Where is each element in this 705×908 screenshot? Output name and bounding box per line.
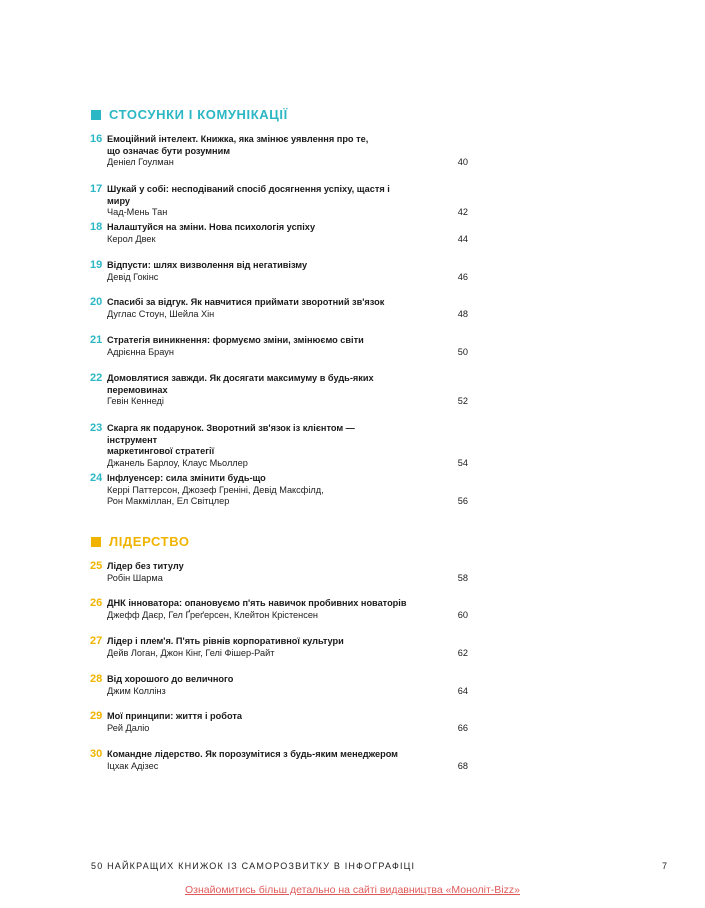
footer-book-title: 50 НАЙКРАЩИХ КНИЖОК ІЗ САМОРОЗВИТКУ В ІНФОГРАФІЦІ [91,861,416,871]
entry-page: 60 [457,609,468,620]
entry-page: 48 [457,308,468,319]
entry-number: 28 [90,673,103,685]
entry-number: 20 [90,296,103,308]
toc-entry[interactable] [90,373,470,408]
entry-page: 68 [457,760,468,771]
toc-entry[interactable] [90,222,470,245]
entry-number: 23 [90,422,103,434]
toc-entry[interactable] [90,297,470,320]
entry-page: 64 [457,685,468,696]
entry-number: 29 [90,710,103,722]
entry-authors: Деніел Гоулман [107,157,174,167]
entry-title: Командне лідерство. Як порозумітися з будь-яким менеджером [107,749,398,759]
entry-title: Інфлуенсер: сила змінити будь-що [107,473,266,483]
toc-entry[interactable] [90,674,470,697]
entry-title: Налаштуйся на зміни. Нова психологія успіху [107,222,316,232]
entry-title: Домовлятися завжди. Як досягати максимуму в будь-яких перемовинах [107,373,374,395]
toc-entry[interactable] [90,636,470,659]
entry-title: Скарга як подарунок. Зворотний зв'язок із клієнтом — інструмент маркетингової стратегії [107,423,355,456]
entry-page: 42 [457,207,468,217]
entry-title: Мої принципи: життя і робота [107,711,242,721]
entry-page: 52 [457,396,468,406]
entry-authors: Гевін Кеннеді [107,396,164,406]
entry-title: Емоційний інтелект. Книжка, яка змінює уявлення про те, що означає бути розумним [107,134,369,156]
entry-number: 17 [90,183,103,195]
entry-page: 58 [457,572,468,583]
entry-authors: Дуглас Стоун, Шейла Хін [107,308,215,319]
entry-page: 54 [457,457,468,468]
entry-page: 56 [457,496,468,506]
teal-square-icon [91,110,101,120]
entry-authors: Дейв Логан, Джон Кінг, Гелі Фішер-Райт [107,647,275,658]
entry-title: Лідер без титулу [107,561,184,571]
entry-authors: Джефф Даєр, Гел Ґреґерсен, Клейтон Крістенсен [107,609,319,620]
toc-entry[interactable] [90,711,470,734]
entry-title: Відпусти: шлях визволення від негативізму [107,260,308,270]
section-header-leadership [91,534,190,549]
entry-authors: Девід Гокінс [107,271,159,282]
entry-authors: Керрі Паттерсон, Джозеф Греніні, Девід Максфілд, Рон Макміллан, Ел Світцлер [107,484,324,506]
entry-authors: Джанель Барлоу, Клаус Мьоллер [107,457,248,468]
publisher-promo-link[interactable]: Ознайомитись більш детально на сайті видавництва «Моноліт-Bizz» [185,884,520,896]
entry-authors: Джим Коллінз [107,685,166,696]
entry-page: 44 [457,233,468,244]
entry-title: Стратегія виникнення: формуємо зміни, змінюємо світи [107,335,364,345]
entry-page: 50 [457,346,468,357]
entry-number: 26 [90,597,103,609]
toc-entry[interactable] [90,749,470,772]
entry-number: 16 [90,133,103,145]
entry-title: Лідер і плем'я. П'ять рівнів корпоративної культури [107,636,344,646]
section-title: СТОСУНКИ І КОМУНІКАЦІЇ [109,107,288,122]
entry-number: 25 [90,560,103,572]
section-header-relationships [91,107,288,122]
entry-number: 18 [90,221,103,233]
entry-page: 46 [457,271,468,282]
entry-number: 19 [90,259,103,271]
entry-title: Спасибі за відгук. Як навчитися приймати зворотний зв'язок [107,297,385,307]
entry-page: 40 [457,157,468,167]
toc-entry[interactable] [90,184,470,219]
entry-authors: Рей Даліо [107,722,150,733]
entry-title: ДНК інноватора: опановуємо п'ять навичок пробивних новаторів [107,598,407,608]
toc-entry[interactable] [90,561,470,584]
entry-number: 24 [90,472,103,484]
entry-page: 62 [457,647,468,658]
entry-number: 22 [90,372,103,384]
entry-title: Від хорошого до величного [107,674,234,684]
entry-page: 66 [457,722,468,733]
entry-number: 27 [90,635,103,647]
entry-title: Шукай у собі: несподіваний спосіб досягнення успіху, щастя і миру [107,184,390,206]
section-title: ЛІДЕРСТВО [109,534,190,549]
toc-entry[interactable] [90,473,470,508]
footer-page-number: 7 [662,861,668,871]
entry-authors: Робін Шарма [107,572,163,583]
entry-authors: Іцхак Адізес [107,760,159,771]
toc-entry[interactable] [90,598,470,621]
toc-entry[interactable] [90,260,470,283]
yellow-square-icon [91,537,101,547]
entry-authors: Чад-Мень Тан [107,207,168,217]
entry-authors: Керол Двек [107,233,156,244]
toc-entry[interactable] [90,134,470,169]
entry-authors: Адрієнна Браун [107,346,174,357]
toc-entry[interactable] [90,335,470,358]
toc-entry[interactable] [90,423,470,469]
entry-number: 21 [90,334,103,346]
entry-number: 30 [90,748,103,760]
